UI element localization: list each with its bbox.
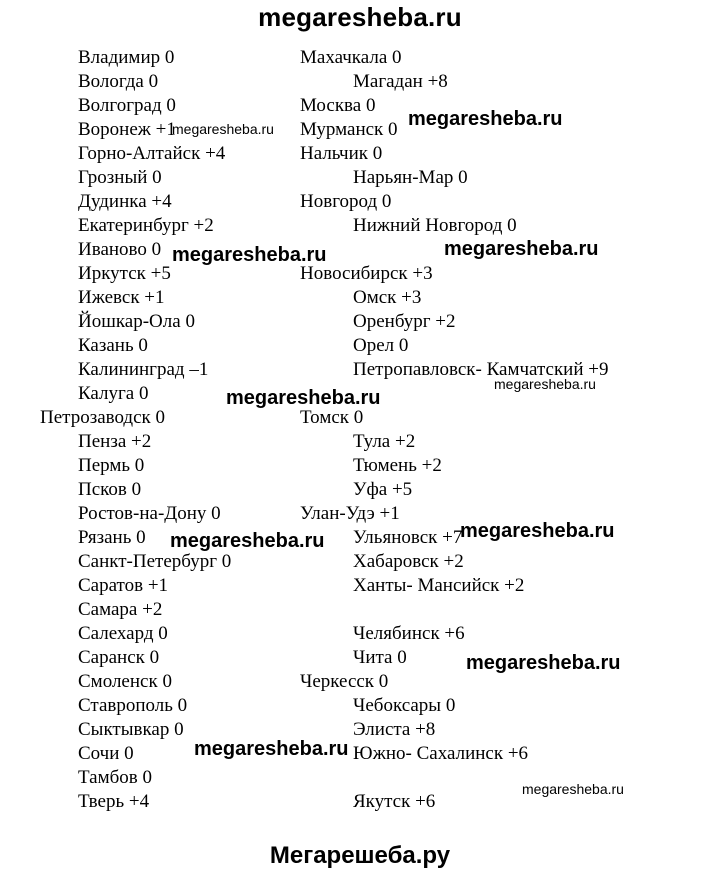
city-entry: Саранск 0	[78, 647, 160, 668]
city-entry: Воронеж +1	[78, 119, 176, 140]
city-entry: Якутск +6	[353, 791, 436, 812]
city-entry: Псков 0	[78, 479, 142, 500]
city-entry: Рязань 0	[78, 527, 146, 548]
city-entry: Казань 0	[78, 335, 148, 356]
city-entry: Томск 0	[300, 407, 364, 428]
city-entry: Чита 0	[353, 647, 407, 668]
city-entry: Пенза +2	[78, 431, 152, 452]
city-entry: Ижевск +1	[78, 287, 165, 308]
city-entry: Уфа +5	[353, 479, 413, 500]
city-entry: Омск +3	[353, 287, 422, 308]
city-entry: Тверь +4	[78, 791, 150, 812]
city-entry: Самара +2	[78, 599, 163, 620]
watermark: megaresheba.ru	[172, 244, 327, 266]
watermark: megaresheba.ru	[522, 781, 624, 797]
city-entry: Улан-Удэ +1	[300, 503, 400, 524]
city-entry: Тула +2	[353, 431, 416, 452]
watermark: megaresheba.ru	[460, 520, 615, 542]
city-entry: Нальчик 0	[300, 143, 383, 164]
watermark: megaresheba.ru	[494, 376, 596, 392]
city-entry: Калуга 0	[78, 383, 149, 404]
watermark: megaresheba.ru	[194, 738, 349, 760]
city-entry: Салехард 0	[78, 623, 168, 644]
city-entry: Грозный 0	[78, 167, 162, 188]
city-entry: Владимир 0	[78, 47, 175, 68]
watermark: megaresheba.ru	[444, 238, 599, 260]
watermark: megaresheba.ru	[226, 387, 381, 409]
city-entry: Петропавловск- Камчатский +9	[353, 359, 609, 380]
city-entry: Элиста +8	[353, 719, 436, 740]
city-entry: Черкесск 0	[300, 671, 389, 692]
watermark: megaresheba.ru	[408, 108, 563, 130]
city-entry: Санкт-Петербург 0	[78, 551, 232, 572]
city-entry: Саратов +1	[78, 575, 169, 596]
city-entry: Ханты- Мансийск +2	[353, 575, 525, 596]
city-entry: Оренбург +2	[353, 311, 456, 332]
city-entry: Нижний Новгород 0	[353, 215, 517, 236]
city-entry: Новосибирск +3	[300, 263, 433, 284]
city-entry: Петрозаводск 0	[40, 407, 166, 428]
city-entry: Новгород 0	[300, 191, 392, 212]
site-header: megaresheba.ru	[258, 2, 462, 32]
watermark: megaresheba.ru	[172, 121, 274, 137]
city-entry: Иваново 0	[78, 239, 162, 260]
site-footer: Мегарешеба.ру	[269, 842, 451, 869]
city-entry: Челябинск +6	[353, 623, 465, 644]
city-entry: Сыктывкар 0	[78, 719, 184, 740]
city-entry: Москва 0	[300, 95, 376, 116]
city-entry: Вологда 0	[78, 71, 159, 92]
city-entry: Тамбов 0	[78, 767, 152, 788]
city-entry: Южно- Сахалинск +6	[353, 743, 529, 764]
city-entry: Йошкар-Ола 0	[78, 311, 195, 332]
city-entry: Горно-Алтайск +4	[78, 143, 226, 164]
city-entry: Мурманск 0	[300, 119, 398, 140]
city-entry: Чебоксары 0	[353, 695, 456, 716]
city-entry: Калининград –1	[78, 359, 209, 380]
city-entry: Хабаровск +2	[353, 551, 464, 572]
city-entry: Ростов-на-Дону 0	[78, 503, 221, 524]
city-entry: Ставрополь 0	[78, 695, 188, 716]
city-entry: Иркутск +5	[78, 263, 171, 284]
city-entry: Ульяновск +7	[353, 527, 463, 548]
city-entry: Нарьян-Мар 0	[353, 167, 468, 188]
watermark: megaresheba.ru	[466, 652, 621, 674]
city-entry: Дудинка +4	[78, 191, 172, 212]
city-entry: Махачкала 0	[300, 47, 402, 68]
city-entry: Магадан +8	[353, 71, 448, 92]
city-entry: Волгоград 0	[78, 95, 176, 116]
city-entry: Екатеринбург +2	[78, 215, 214, 236]
city-entry: Орел 0	[353, 335, 409, 356]
city-entry: Сочи 0	[78, 743, 134, 764]
city-entry: Пермь 0	[78, 455, 145, 476]
city-entry: Смоленск 0	[78, 671, 172, 692]
watermark: megaresheba.ru	[170, 530, 325, 552]
city-entry: Тюмень +2	[353, 455, 442, 476]
